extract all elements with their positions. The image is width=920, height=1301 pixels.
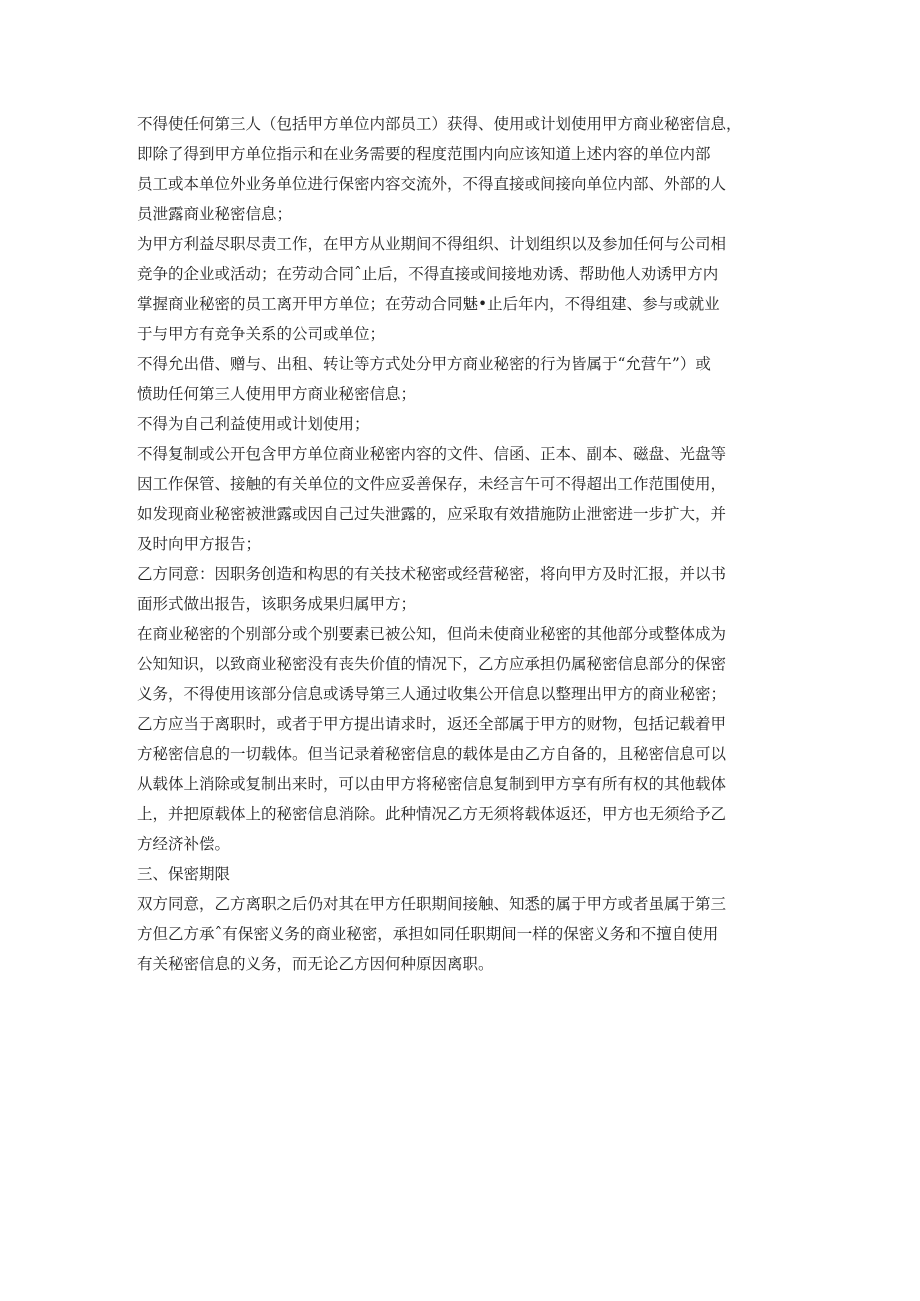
text-line: 于与甲方有竞争关系的公司或单位； [137, 325, 386, 343]
text-line: 公知知识，以致商业秘密没有丧失价值的情况下，乙方应承担仍属秘密信息部分的保密 [137, 655, 727, 673]
text-line: 双方同意，乙方离职之后仍对其在甲方任职期间接触、知悉的属于甲方或者虽属于第三 [137, 895, 727, 913]
text-line: 义务，不得使用该部分信息或诱导第三人通过收集公开信息以整理出甲方的商业秘密； [137, 685, 727, 703]
text-line: 不得允出借、赠与、出租、转让等方式处分甲方商业秘密的行为皆属于“允营午”）或 [137, 355, 711, 373]
text-line: 掌握商业秘密的员工离开甲方单位；在劳动合同魅•止后年内，不得组建、参与或就业 [137, 295, 720, 313]
section-heading: 三、保密期限 [137, 865, 231, 883]
text-line: 愤助任何第三人使用甲方商业秘密信息； [137, 385, 417, 403]
text-line: 及时向甲方报告； [137, 535, 262, 553]
text-line: 乙方应当于离职时，或者于甲方提出请求时，返还全部属于甲方的财物，包括记载着甲 [137, 715, 727, 733]
text-line: 在商业秘密的个别部分或个别要素已被公知，但尚未使商业秘密的其他部分或整体成为 [137, 625, 727, 643]
text-line: 方秘密信息的一切载体。但当记录着秘密信息的载体是由乙方自备的，且秘密信息可以 [137, 745, 727, 763]
text-line: 上，并把原载体上的秘密信息消除。此种情况乙方无须将载体返还，甲方也无须给予乙 [137, 805, 727, 823]
text-line: 不得为自己利益使用或计划使用； [137, 415, 370, 433]
text-line: 从载体上消除或复制出来时，可以由甲方将秘密信息复制到甲方享有所有权的其他载体 [137, 775, 727, 793]
text-line: 因工作保管、接触的有关单位的文件应妥善保存，未经言午可不得超出工作范围使用， [137, 475, 727, 493]
document-body [137, 109, 817, 979]
text-line: 面形式做出报告，该职务成果归属甲方； [137, 595, 417, 613]
text-line: 如发现商业秘密被泄露或因自己过失泄露的，应采取有效措施防止泄密进一步扩大，并 [137, 505, 727, 523]
text-line: 不得使任何第三人（包括甲方单位内部员工）获得、使用或计划使用甲方商业秘密信息， [137, 115, 742, 133]
text-line: 即除了得到甲方单位指示和在业务需要的程度范围内向应该知道上述内容的单位内部 [137, 145, 711, 163]
text-line: 有关秘密信息的义务，而无论乙方因何种原因离职。 [137, 955, 494, 973]
text-line: 员泄露商业秘密信息； [137, 205, 293, 223]
text-line: 方但乙方承ˆ有保密义务的商业秘密，承担如同任职期间一样的保密义务和不擅自使用 [137, 925, 719, 943]
text-line: 员工或本单位外业务单位进行保密内容交流外，不得直接或间接向单位内部、外部的人 [137, 175, 727, 193]
text-line: 竞争的企业或活动；在劳动合同ˆ止后，不得直接或间接地劝诱、帮助他人劝诱甲方内 [137, 265, 719, 283]
text-line: 方经济补偿。 [137, 835, 231, 853]
text-line: 为甲方利益尽职尽责工作，在甲方从业期间不得组织、计划组织以及参加任何与公司相 [137, 235, 727, 253]
text-line: 乙方同意：因职务创造和构思的有关技术秘密或经营秘密，将向甲方及时汇报，并以书 [137, 565, 727, 583]
text-line: 不得复制或公开包含甲方单位商业秘密内容的文件、信函、正本、副本、磁盘、光盘等 [137, 445, 727, 463]
